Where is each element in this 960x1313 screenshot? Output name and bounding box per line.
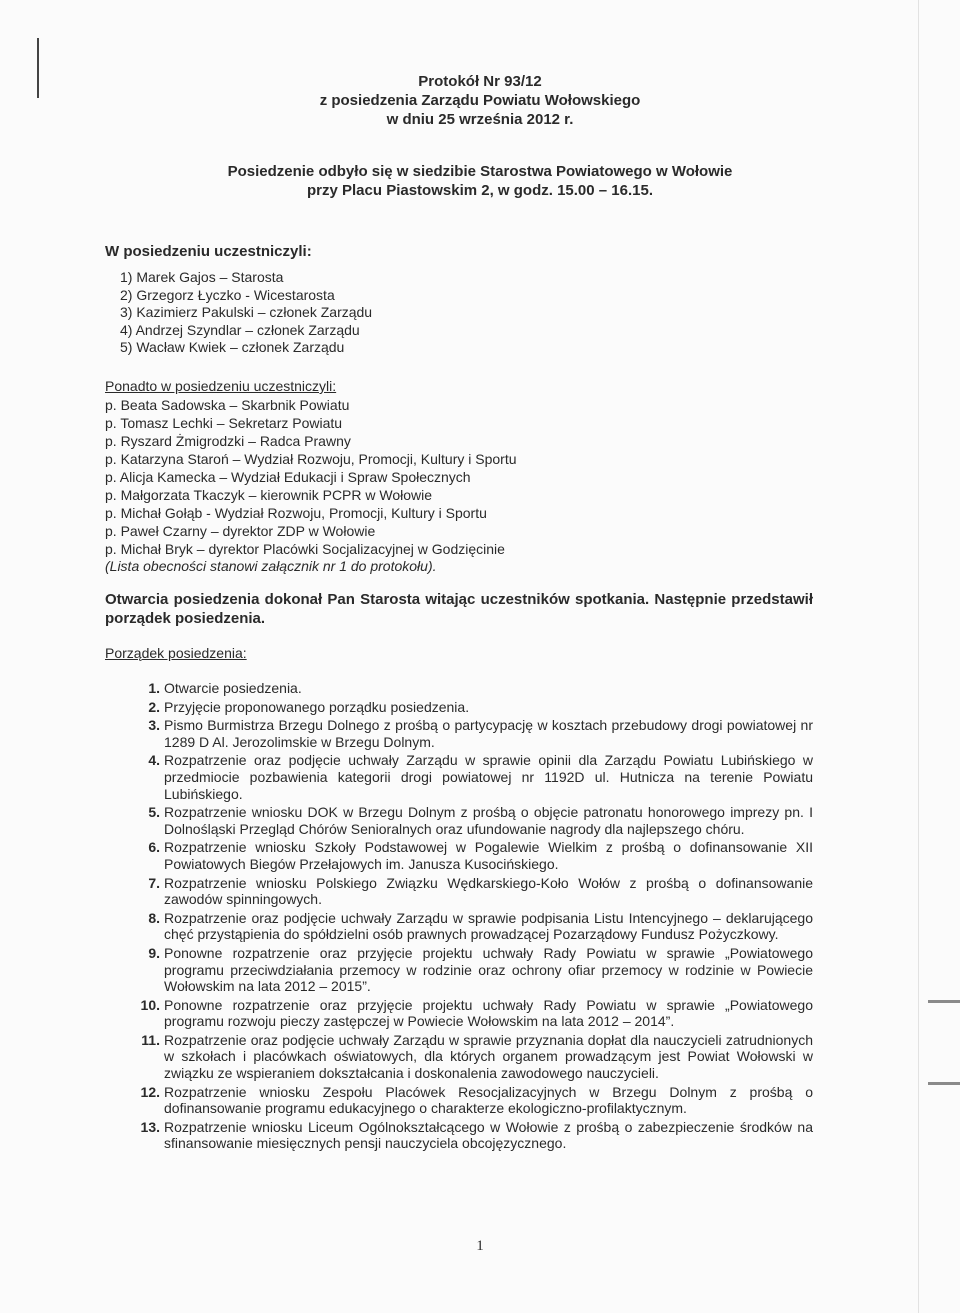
list-item: p. Alicja Kamecka – Wydział Edukacji i Spraw Społecznych — [105, 469, 471, 485]
participants-list — [105, 269, 820, 357]
agenda-item-number: 9. — [148, 944, 160, 961]
agenda-item — [105, 1032, 813, 1082]
agenda-item — [105, 1084, 813, 1117]
venue-line: Posiedzenie odbyło się w siedzibie Starostwa Powiatowego w Wołowie — [227, 163, 733, 180]
list-item: 4) Andrzej Szyndlar – członek Zarządu — [120, 321, 360, 338]
agenda-item-text: Rozpatrzenie oraz podjęcie uchwały Zarządu w sprawie przyznania dopłat dla nauczycieli zatrudnionych w szkołach i placówkach oświatowych, dla których organem prowadzącym jest Powiat Wołowski w związku ze wspieraniem dokształcania i doskonalenia zawodowego nauczycieli. — [164, 1031, 813, 1082]
opening-paragraph: Otwarcia posiedzenia dokonał Pan Starosta witając uczestników spotkania. Następnie przedstawił porządek posiedzenia. — [105, 591, 813, 627]
agenda-item-number: 10. — [140, 996, 160, 1013]
agenda-item-text: Rozpatrzenie wniosku DOK w Brzegu Dolnym z prośbą o objęcie patronatu honorowego imprezy pn. I Dolnośląski Przegląd Chórów Senioralnych oraz ufundowanie nagrody dla najlepszego chóru. — [164, 804, 813, 837]
agenda-item-text: Ponowne rozpatrzenie oraz przyjęcie projektu uchwały Rady Powiatu w sprawie „Powiatowego programu przeciwdziałania przemocy w rodzinie oraz ochrony ofiar przemocy w rodzinie w Powiecie Wołowskim na lata 2012 – 2015”. — [164, 944, 813, 995]
list-item: p. Michał Bryk – dyrektor Placówki Socjalizacyjnej w Godzięcinie — [105, 541, 505, 557]
participants-heading: W posiedzeniu uczestniczyli: — [105, 243, 312, 260]
scan-mark — [928, 1082, 960, 1085]
agenda-item — [105, 804, 813, 837]
agenda-item — [105, 680, 813, 697]
venue-info — [0, 162, 960, 200]
list-item: p. Małgorzata Tkaczyk – kierownik PCPR w Wołowie — [105, 487, 433, 503]
document-subtitle: z posiedzenia Zarządu Powiatu Wołowskiego — [319, 92, 641, 109]
list-item: p. Ryszard Żmigrodzki – Radca Prawny — [105, 433, 351, 449]
agenda-item-text: Pismo Burmistrza Brzegu Dolnego z prośbą o partycypację w kosztach przebudowy drogi powiatowej nr 1289 D Al. Jerozolimskie w Brzegu Dolnym. — [164, 717, 813, 750]
agenda-item-text: Rozpatrzenie oraz podjęcie uchwały Zarządu w sprawie opinii dla Zarządu Powiatu Lubińskiego w przedmiocie pozbawienia kategorii drogi powiatowej nr 1192D ul. Hutnicza na terenie Powiatu Lubińskiego. — [164, 752, 813, 802]
agenda-item-number: 4. — [148, 752, 160, 769]
list-item: 5) Wacław Kwiek – członek Zarządu — [120, 339, 345, 356]
agenda-item — [105, 752, 813, 802]
scan-mark — [928, 1000, 960, 1003]
agenda-item-number: 5. — [148, 804, 160, 821]
agenda-item-text: Otwarcie posiedzenia. — [164, 680, 302, 696]
agenda-item-number: 12. — [140, 1083, 160, 1100]
agenda-list — [105, 680, 813, 1154]
agenda-item-number: 3. — [148, 717, 160, 734]
agenda-item — [105, 945, 813, 995]
agenda-item-text: Rozpatrzenie oraz podjęcie uchwały Zarządu w sprawie podpisania Listu Intencyjnego – deklarującego chęć przystąpienia do spółdzielni osób prawnych prowadzącej Pozarządowy Fundusz Pożyczkowy. — [164, 909, 813, 943]
agenda-item-text: Przyjęcie proponowanego porządku posiedzenia. — [164, 698, 470, 715]
agenda-item — [105, 997, 813, 1030]
agenda-item — [105, 910, 813, 943]
page-number: 1 — [476, 1238, 484, 1254]
agenda-item-number: 6. — [148, 839, 160, 856]
agenda-item-text: Rozpatrzenie wniosku Zespołu Placówek Resocjalizacyjnych w Brzegu Dolnym z prośbą o dofinansowanie programu edukacyjnego o charakterze ekologiczno-profilaktycznym. — [164, 1083, 813, 1117]
agenda-item-text: Rozpatrzenie wniosku Szkoły Podstawowej w Pogalewie Wielkim z prośbą o dofinansowanie XII Powiatowych Biegów Przełajowych im. Janusza Kusocińskiego. — [164, 839, 813, 872]
agenda-item-number: 2. — [148, 698, 160, 715]
list-item: 3) Kazimierz Pakulski – członek Zarządu — [120, 304, 373, 321]
agenda-item-number: 1. — [148, 680, 160, 696]
agenda-item-number: 7. — [148, 874, 160, 891]
agenda-item — [105, 699, 813, 716]
venue-line: przy Placu Piastowskim 2, w godz. 15.00 – 16.15. — [307, 182, 653, 199]
list-item: 1) Marek Gajos – Starosta — [120, 269, 284, 285]
guests-list — [105, 396, 820, 558]
agenda-item-number: 13. — [140, 1118, 160, 1135]
agenda-item-text: Ponowne rozpatrzenie oraz przyjęcie projektu uchwały Rady Powiatu w sprawie „Powiatowego programu rozwoju pieczy zastępczej w Powiecie Wołowskim na lata 2012 – 2014”. — [164, 996, 813, 1030]
list-item: p. Michał Gołąb - Wydział Rozwoju, Promocji, Kultury i Sportu — [105, 505, 487, 521]
agenda-item — [105, 1119, 813, 1152]
agenda-item-text: Rozpatrzenie wniosku Polskiego Związku Wędkarskiego-Koło Wołów z prośbą o dofinansowanie zawodów spinningowych. — [164, 874, 813, 908]
list-item: p. Paweł Czarny – dyrektor ZDP w Wołowie — [105, 523, 376, 539]
attendance-note: (Lista obecności stanowi załącznik nr 1 do protokołu). — [105, 558, 437, 574]
list-item: 2) Grzegorz Łyczko - Wicestarosta — [120, 286, 335, 303]
agenda-item — [105, 717, 813, 750]
guests-heading: Ponadto w posiedzeniu uczestniczyli: — [105, 378, 337, 394]
document-title: Protokół Nr 93/12 — [418, 73, 542, 90]
list-item: p. Beata Sadowska – Skarbnik Powiatu — [105, 397, 350, 413]
agenda-item-number: 8. — [148, 909, 160, 926]
agenda-item — [105, 839, 813, 872]
agenda-heading: Porządek posiedzenia: — [105, 645, 247, 661]
document-date: w dniu 25 września 2012 r. — [386, 111, 574, 128]
agenda-item — [105, 875, 813, 908]
list-item: p. Katarzyna Staroń – Wydział Rozwoju, Promocji, Kultury i Sportu — [105, 451, 517, 467]
list-item: p. Tomasz Lechki – Sekretarz Powiatu — [105, 415, 343, 431]
document-header — [0, 72, 960, 129]
agenda-item-number: 11. — [141, 1031, 160, 1048]
agenda-item-text: Rozpatrzenie wniosku Liceum Ogólnokształcącego w Wołowie z prośbą o zabezpieczenie środków na sfinansowanie miesięcznych pensji nauczyciela obcojęzycznego. — [164, 1118, 813, 1152]
